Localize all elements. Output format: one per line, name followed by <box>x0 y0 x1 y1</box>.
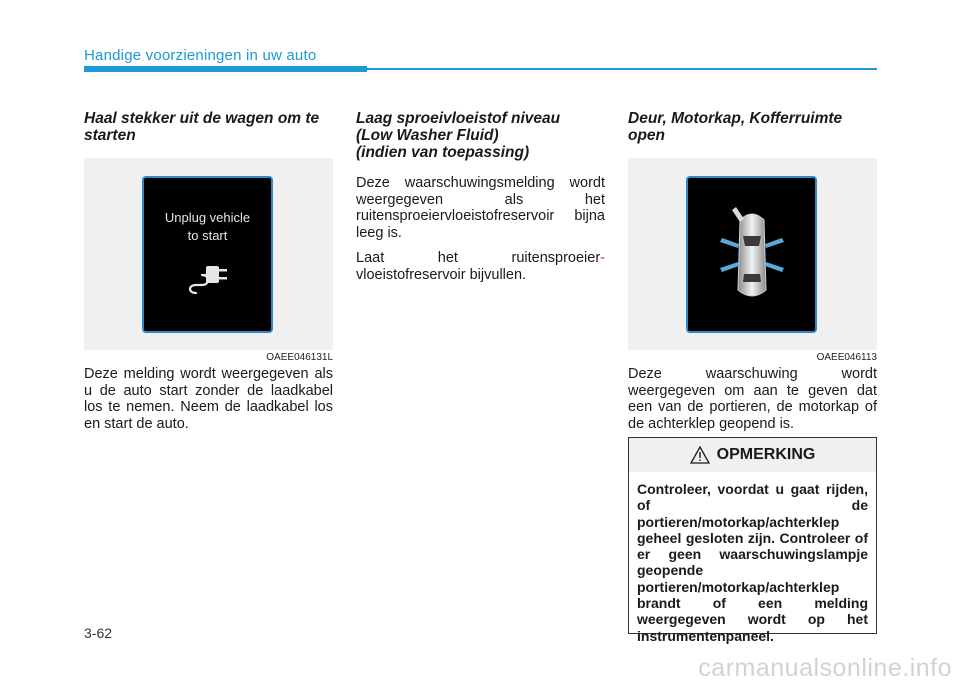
section-doors-body: Deze waarschuwing wordt weergegeven om aan te geven dat een van de portieren, de motorkap of de achterklep geopend is. <box>628 366 877 432</box>
cluster-screen <box>686 176 817 333</box>
figure-code: OAEE046131L <box>266 352 333 363</box>
notice-box <box>628 437 877 644</box>
screen-text-line1: Unplug vehicle <box>164 210 251 225</box>
notice-heading-label: OPMERKING <box>716 446 816 463</box>
car-doors-open-icon <box>702 202 802 312</box>
header-bar-thick <box>84 66 367 72</box>
warning-triangle-icon <box>690 446 710 464</box>
plug-icon <box>184 259 236 299</box>
section-washer-para1: Deze waarschuwingsmelding wordt weergegeven als het ruitensproeiervloeistofreservoir bijna leeg is. <box>356 175 605 241</box>
page-number: 3-62 <box>84 625 113 641</box>
section-washer <box>356 110 605 292</box>
cluster-screen <box>142 176 273 333</box>
section-doors-title: Deur, Motorkap, Kofferruimte open <box>628 110 843 144</box>
screen-text-line2: to start <box>187 228 228 243</box>
figure-unplug <box>84 158 333 363</box>
section-unplug <box>84 110 333 441</box>
section-unplug-body: Deze melding wordt weergegeven als u de auto start zonder de laadkabel los te nemen. Neem de laadkabel los en start de auto. <box>84 366 333 432</box>
figure-doors <box>628 158 877 363</box>
notice-body: Controleer, voordat u gaat rijden, of de portieren/motorkap/achterklep geheel gesloten zijn. Controleer of er geen waarschuwingslampje geopende portieren/motorkap/achterklep brandt of een melding weergegeven wordt op het instrumentenpaneel. <box>637 481 868 644</box>
section-washer-title: Laag sproeivloeistof niveau (Low Washer Fluid) (indien van toepassing) <box>356 110 561 161</box>
section-unplug-title: Haal stekker uit de wagen om te starten <box>84 110 320 144</box>
header-bar-thin <box>367 68 877 70</box>
section-washer-para2: Laat het ruitensproeier- vloeistofreservoir bijvullen. <box>356 250 605 283</box>
figure-code: OAEE046113 <box>816 352 877 363</box>
watermark: carmanualsonline.info <box>698 654 952 682</box>
notice-heading <box>629 438 876 472</box>
header-title: Handige voorzieningen in uw auto <box>84 47 317 64</box>
section-doors <box>628 110 877 441</box>
